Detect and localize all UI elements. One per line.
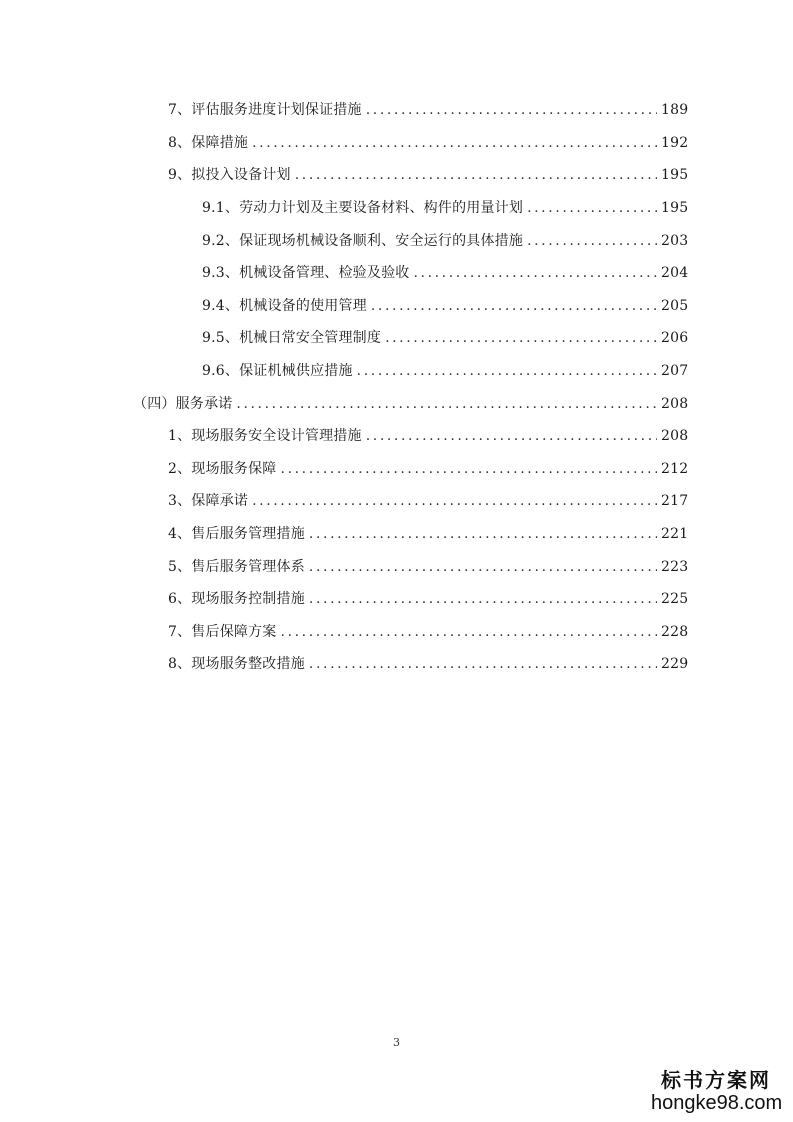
toc-entry[interactable] [0,648,793,681]
toc-entry-title: （四）服务承诺 [133,395,233,412]
toc-dot-leader [252,136,657,150]
toc-dot-leader [366,103,657,117]
toc-dot-leader [236,397,657,411]
toc-entry-page: 195 [661,200,689,217]
toc-entry-page: 225 [661,591,689,608]
toc-entry-title: 9.6、保证机械供应措施 [202,363,353,380]
toc-dot-leader [309,592,657,606]
toc-dot-leader [281,625,657,639]
toc-entry-page: 204 [661,265,689,282]
toc-entry[interactable] [0,453,793,486]
toc-entry-page: 203 [661,232,689,249]
toc-entry-title: 9.1、劳动力计划及主要设备材料、构件的用量计划 [202,200,524,217]
toc-dot-leader [371,299,657,313]
toc-entry-page: 228 [661,623,689,640]
toc-entry[interactable] [0,224,793,257]
toc-entry[interactable] [0,192,793,225]
toc-entry-title: 9.4、机械设备的使用管理 [202,297,367,314]
table-of-contents [0,94,793,681]
toc-dot-leader [309,560,657,574]
toc-entry[interactable] [0,127,793,160]
toc-entry[interactable] [0,94,793,127]
page-number: 3 [393,1036,400,1049]
toc-entry-page: 221 [661,526,689,543]
toc-entry-title: 8、保障措施 [168,134,249,151]
toc-entry[interactable] [0,257,793,290]
toc-dot-leader [357,364,657,378]
toc-entry[interactable] [0,159,793,192]
toc-dot-leader [252,494,657,508]
toc-dot-leader [527,201,657,215]
toc-entry-title: 9、拟投入设备计划 [168,167,291,184]
toc-entry[interactable] [0,550,793,583]
toc-entry[interactable] [0,322,793,355]
toc-entry-title: 7、售后保障方案 [168,623,277,640]
toc-entry-title: 2、现场服务保障 [168,460,277,477]
watermark-url: hongke98.com [651,1092,783,1114]
toc-entry[interactable] [0,420,793,453]
toc-entry-title: 7、评估服务进度计划保证措施 [168,102,362,119]
toc-entry-title: 4、售后服务管理措施 [168,526,305,543]
toc-entry-page: 205 [661,297,689,314]
toc-entry-title: 9.2、保证现场机械设备顺利、安全运行的具体措施 [202,232,524,249]
toc-dot-leader [413,266,657,280]
toc-entry-page: 192 [661,134,689,151]
toc-entry[interactable] [0,387,793,420]
toc-entry-page: 212 [661,460,689,477]
toc-dot-leader [366,429,657,443]
toc-entry[interactable] [0,616,793,649]
toc-entry-title: 5、售后服务管理体系 [168,558,305,575]
toc-entry-title: 8、现场服务整改措施 [168,656,305,673]
toc-entry-page: 208 [661,428,689,445]
toc-entry-page: 195 [661,167,689,184]
toc-entry-page: 217 [661,493,689,510]
toc-dot-leader [281,462,657,476]
toc-entry-page: 229 [661,656,689,673]
toc-entry[interactable] [0,355,793,388]
toc-entry-title: 9.5、机械日常安全管理制度 [202,330,382,347]
toc-entry-page: 207 [661,363,689,380]
toc-dot-leader [309,527,657,541]
toc-entry-page: 189 [661,102,689,119]
toc-entry-page: 206 [661,330,689,347]
toc-entry-title: 9.3、机械设备管理、检验及验收 [202,265,410,282]
toc-entry[interactable] [0,583,793,616]
toc-entry-title: 3、保障承诺 [168,493,249,510]
site-watermark-logo [651,1068,781,1114]
toc-entry-page: 223 [661,558,689,575]
toc-entry-page: 208 [661,395,689,412]
toc-dot-leader [309,657,657,671]
toc-dot-leader [295,168,657,182]
toc-dot-leader [527,234,657,248]
toc-entry-title: 6、现场服务控制措施 [168,591,305,608]
toc-entry[interactable] [0,518,793,551]
toc-dot-leader [385,331,657,345]
toc-entry[interactable] [0,485,793,518]
watermark-name: 标书方案网 [661,1068,771,1092]
toc-entry[interactable] [0,290,793,323]
toc-entry-title: 1、现场服务安全设计管理措施 [168,428,362,445]
